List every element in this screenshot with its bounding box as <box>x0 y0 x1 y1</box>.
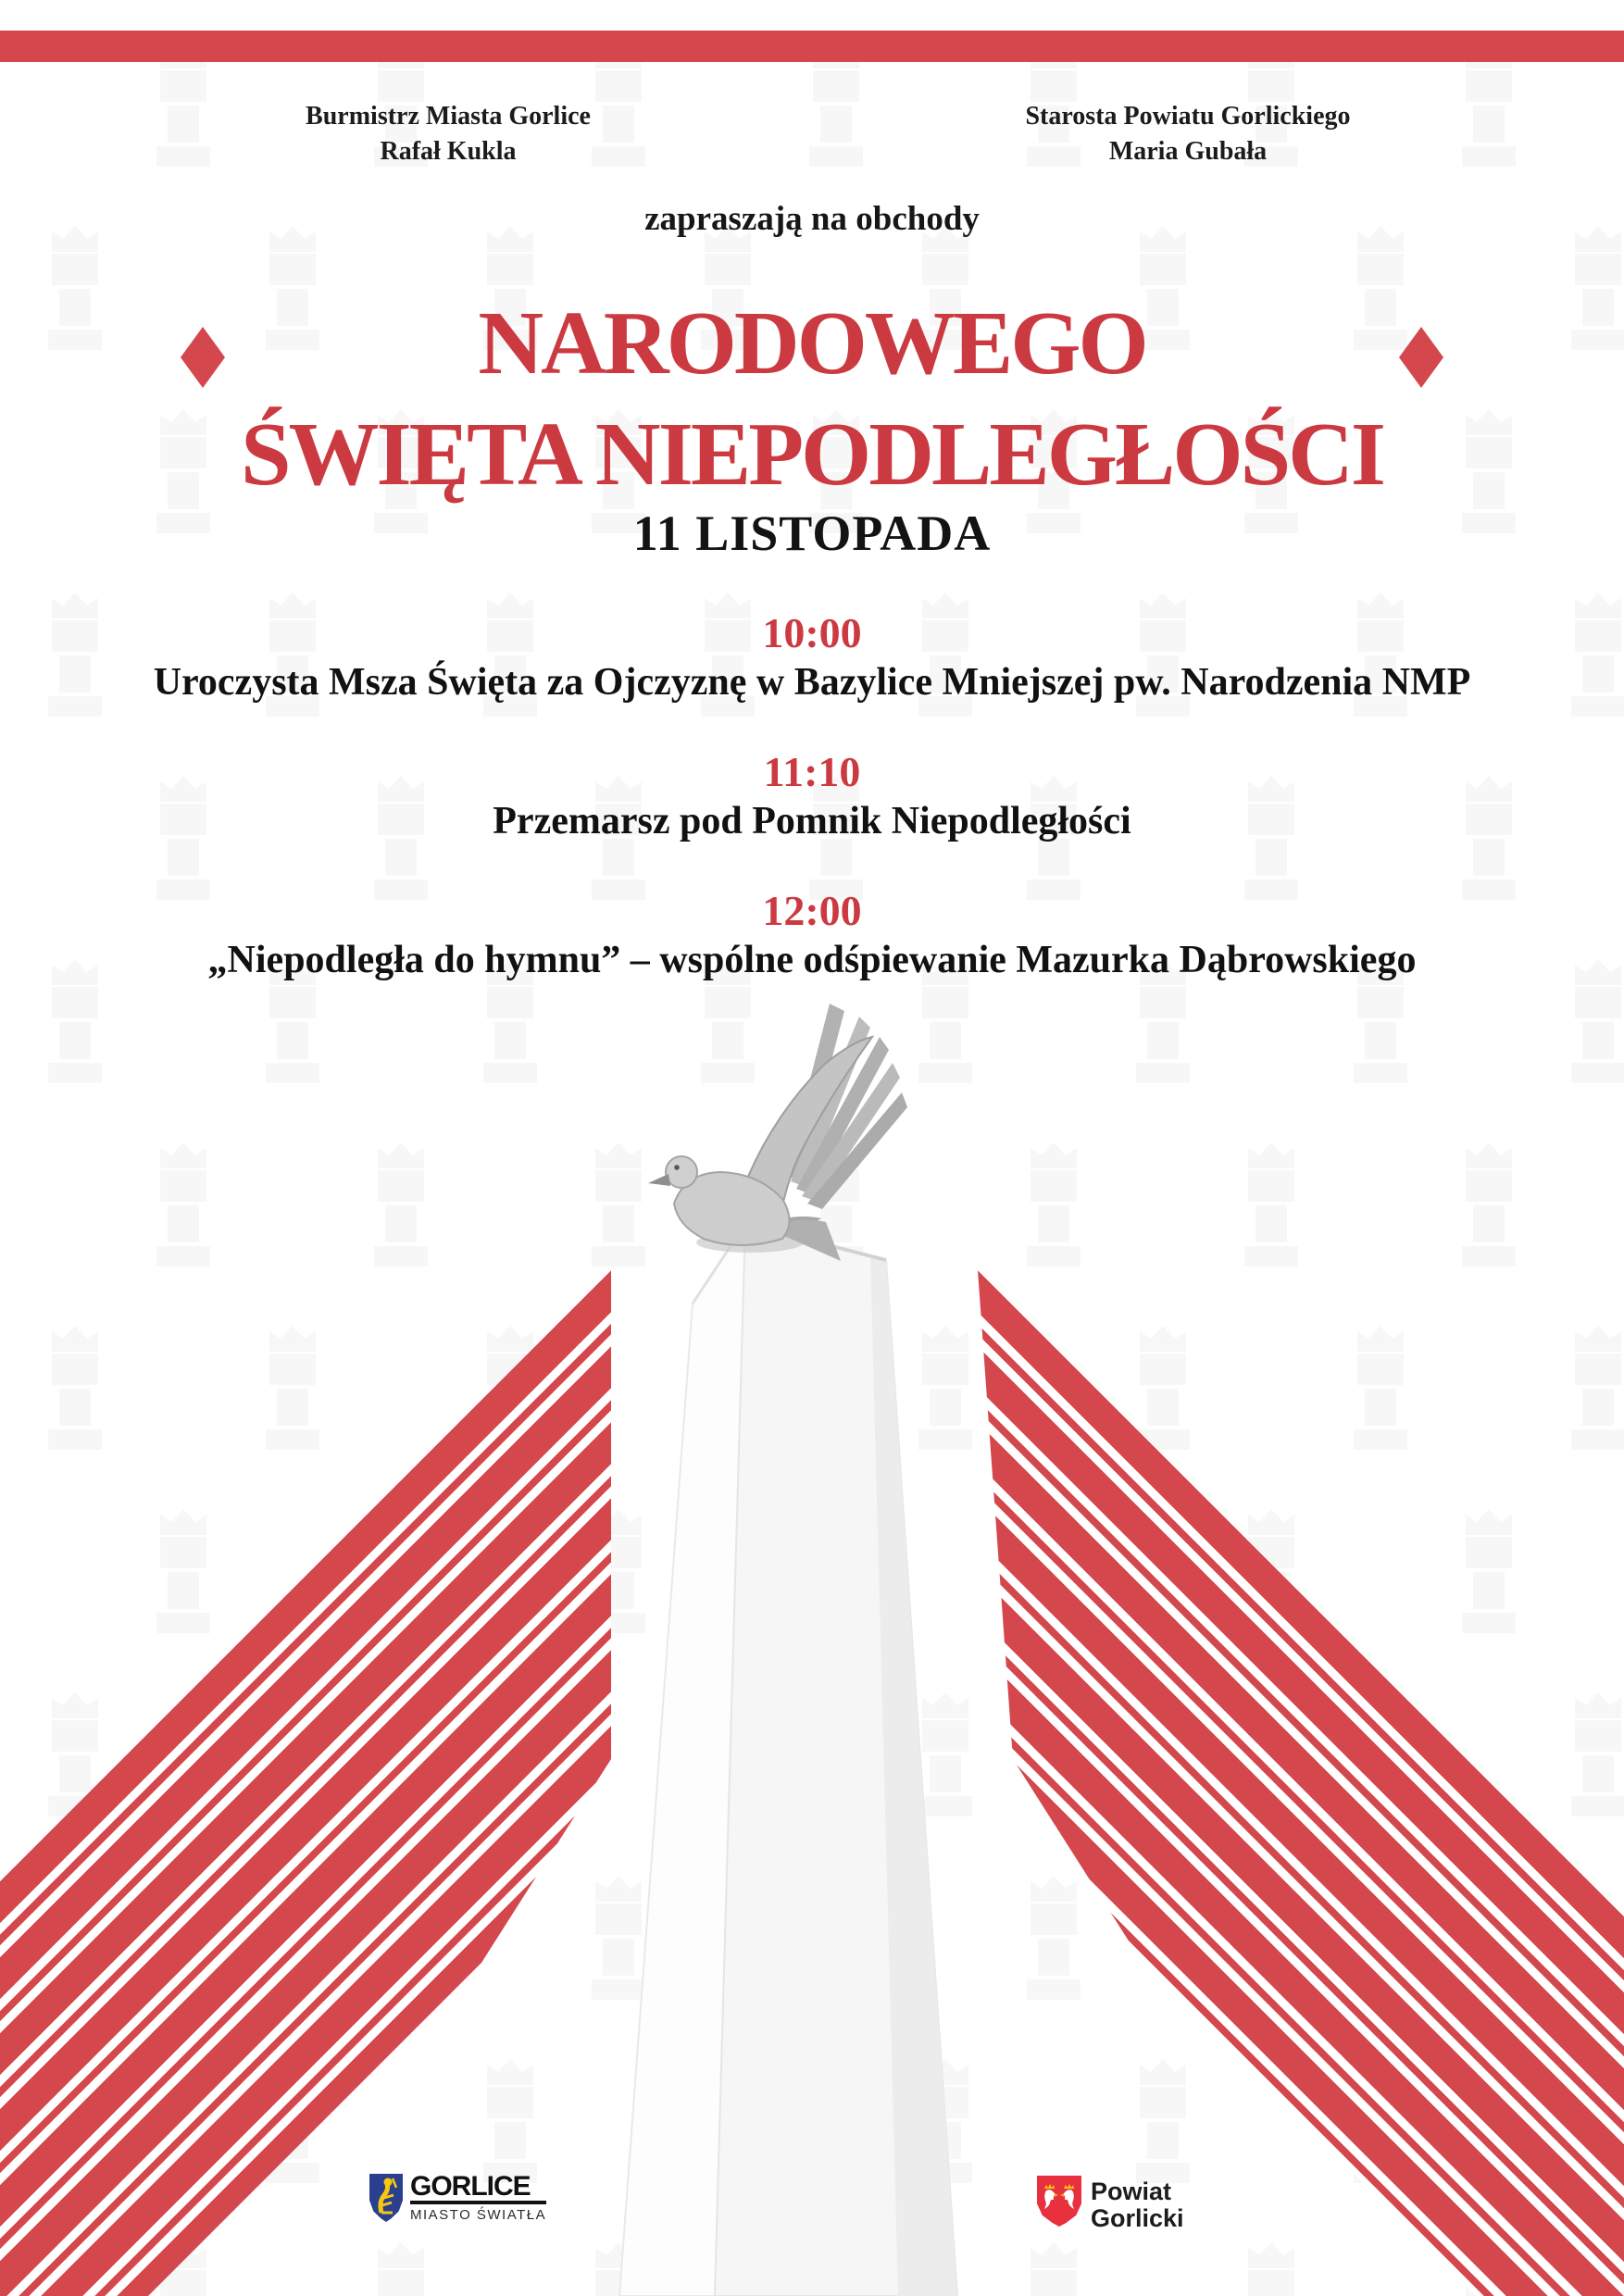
schedule-event: „Niepodległa do hymnu” – wspólne odśpiewanie Mazurka Dąbrowskiego <box>207 939 1417 981</box>
watermark-crest-icon <box>253 1320 332 1457</box>
watermark-crest-icon <box>1558 1320 1624 1457</box>
powiat-logo-line2: Gorlicki <box>1091 2204 1184 2232</box>
gorlice-logo-name: GORLICE <box>410 2174 546 2204</box>
watermark-crest-icon <box>1231 1137 1311 1274</box>
schedule-item <box>0 750 1624 846</box>
watermark-crest-icon <box>144 1504 223 1641</box>
watermark-crest-icon <box>1558 1687 1624 1824</box>
official-left-title: Burmistrz Miasta Gorlice <box>306 102 591 131</box>
watermark-crest-icon <box>0 1137 6 1274</box>
gorlice-logo-tagline: MIASTO ŚWIATŁA <box>410 2207 547 2223</box>
stripes-right-decoration <box>978 1270 1624 2296</box>
powiat-logo-line1: Powiat <box>1091 2177 1172 2205</box>
watermark-crest-icon <box>1014 1870 1093 2007</box>
watermark-crest-icon <box>144 1137 223 1274</box>
watermark-crest-icon <box>35 1320 115 1457</box>
powiat-logo-text <box>1091 2178 1184 2232</box>
schedule-event: Uroczysta Msza Święta za Ojczyznę w Bazylice Mniejszej pw. Narodzenia NMP <box>153 661 1471 704</box>
event-date: 11 LISTOPADA <box>632 505 992 561</box>
schedule-event: Przemarsz pod Pomnik Niepodległości <box>493 800 1131 842</box>
gorlice-city-logo <box>369 2171 547 2223</box>
watermark-crest-icon <box>1123 2053 1203 2190</box>
official-right-title: Starosta Powiatu Gorlickiego <box>1025 102 1351 131</box>
schedule-time: 11:10 <box>763 748 861 795</box>
powiat-eagles-icon <box>1037 2176 1081 2227</box>
watermark-crest-icon <box>1231 2237 1311 2296</box>
poster-title <box>0 288 1624 510</box>
independence-monument-image <box>593 991 1018 2296</box>
title-line-2: ŚWIĘTA NIEPODLEGŁOŚCI <box>240 405 1384 505</box>
gorlice-lion-icon <box>369 2174 403 2222</box>
powiat-crest-icon <box>1037 2176 1081 2227</box>
invitation-line: zapraszają na obchody <box>644 200 980 238</box>
official-right-block <box>993 99 1382 169</box>
watermark-crest-icon <box>1014 1137 1093 1274</box>
watermark-crest-icon <box>361 1137 441 1274</box>
watermark-crest-icon <box>1014 2237 1093 2296</box>
watermark-crest-icon <box>1449 1137 1529 1274</box>
watermark-crest-icon <box>0 1504 6 1641</box>
schedule-item <box>0 611 1624 707</box>
title-line-1: NARODOWEGO <box>478 293 1146 393</box>
watermark-crest-icon <box>470 2053 550 2190</box>
schedule-time: 10:00 <box>762 609 862 656</box>
official-right-name: Maria Gubała <box>1108 137 1268 166</box>
watermark-crest-icon <box>1341 1320 1420 1457</box>
stripes-left-decoration <box>0 1270 611 2296</box>
gorlice-crest-icon <box>369 2174 403 2222</box>
powiat-gorlicki-logo <box>1037 2176 1184 2232</box>
official-left-block <box>254 99 643 169</box>
schedule-time: 12:00 <box>762 887 862 934</box>
official-left-name: Rafał Kukla <box>380 137 517 166</box>
schedule-item <box>0 889 1624 985</box>
watermark-crest-icon <box>1449 1504 1529 1641</box>
eagle-statue-icon <box>648 1004 907 1261</box>
gorlice-logo-text <box>410 2171 547 2223</box>
watermark-crest-icon <box>361 2237 441 2296</box>
top-accent-bar <box>0 31 1624 62</box>
